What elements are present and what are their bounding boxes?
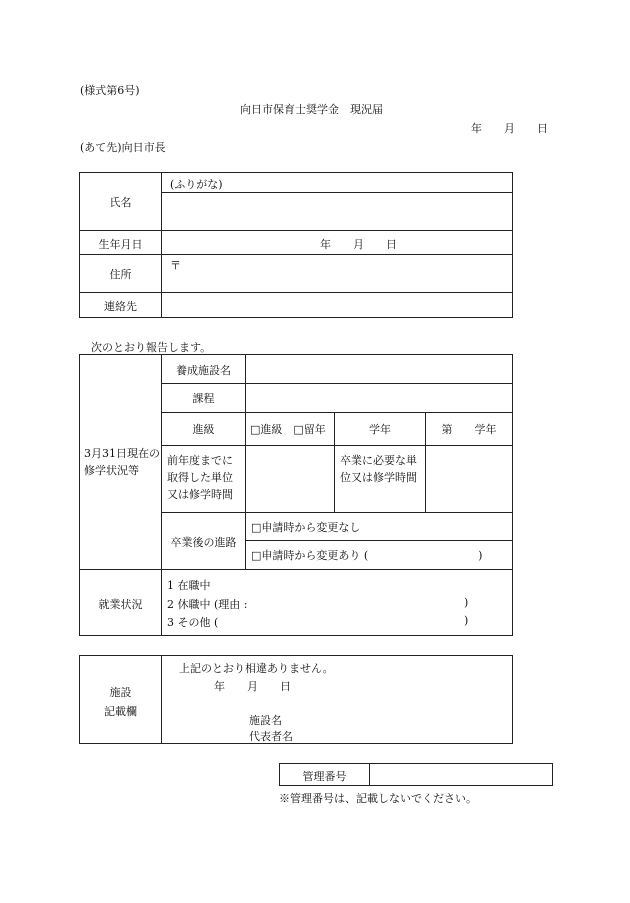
after-graduation-option-changed[interactable]: □申請時から変更あり ( ) <box>251 549 483 562</box>
leave-close-paren: ) <box>464 596 469 609</box>
credits-prev-field[interactable] <box>246 446 333 511</box>
name-label: 氏名 <box>109 196 132 209</box>
employment-option-leave[interactable]: 2 休職中 (理由 : <box>167 598 248 611</box>
employment-option-other[interactable]: 3 その他 ( <box>167 616 219 629</box>
admin-note: ※管理番号は、記載しないでください。 <box>279 792 477 805</box>
facility-statement: 上記のとおり相違ありません。 <box>179 662 334 675</box>
credits-required-field[interactable] <box>426 446 512 511</box>
birth-date-field[interactable]: 年 月 日 <box>320 238 397 251</box>
address-field[interactable] <box>162 255 512 291</box>
addressee: (あて先)向日市長 <box>80 141 166 154</box>
school-label: 養成施設名 <box>176 364 231 377</box>
after-graduation-option-unchanged[interactable]: □申請時から変更なし <box>251 521 361 534</box>
furigana-label: (ふりがな) <box>170 178 223 191</box>
promotion-options[interactable]: □進級 □留年 <box>250 423 326 436</box>
postal-mark: 〒 <box>170 259 181 272</box>
employment-label: 就業状況 <box>98 598 143 611</box>
course-field[interactable] <box>246 384 512 411</box>
school-field[interactable] <box>246 355 512 382</box>
representative-label: 代表者名 <box>249 730 293 743</box>
admin-number-label: 管理番号 <box>302 770 347 783</box>
name-field[interactable] <box>162 193 512 229</box>
employment-option-employed[interactable]: 1 在職中 <box>167 579 211 592</box>
page-title: 向日市保育士奨学金 現況届 <box>240 103 383 116</box>
header-date: 年 月 日 <box>471 122 548 135</box>
credits-prev-label: 前年度までに取得した単位又は修学時間 <box>167 454 233 501</box>
form-number: (様式第6号) <box>80 84 140 97</box>
credits-required-label: 卒業に必要な単位又は修学時間 <box>340 454 417 484</box>
facility-label-line1: 施設 <box>109 686 132 699</box>
facility-date[interactable]: 年 月 日 <box>214 680 291 693</box>
contact-label: 連絡先 <box>104 300 137 313</box>
birth-date-label: 生年月日 <box>98 238 143 251</box>
promotion-label: 進級 <box>192 423 215 436</box>
grade-label: 学年 <box>369 423 391 436</box>
address-label: 住所 <box>109 268 132 281</box>
course-label: 課程 <box>192 392 215 405</box>
status-label: 3月31日現在の修学状況等 <box>84 447 160 477</box>
facility-name-label: 施設名 <box>249 714 282 727</box>
grade-value[interactable]: 第 学年 <box>441 423 497 436</box>
admin-number-field[interactable] <box>370 764 552 785</box>
after-graduation-label: 卒業後の進路 <box>170 536 237 549</box>
facility-label-line2: 記載欄 <box>104 705 137 718</box>
other-close-paren: ) <box>464 614 469 627</box>
report-intro: 次のとおり報告します。 <box>91 341 212 354</box>
contact-field[interactable] <box>162 293 512 317</box>
